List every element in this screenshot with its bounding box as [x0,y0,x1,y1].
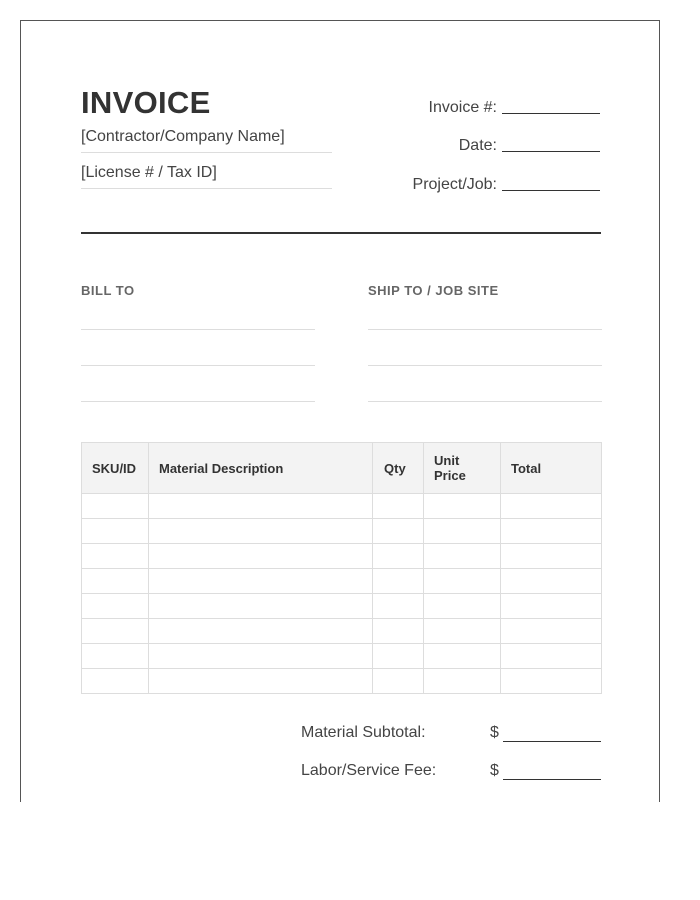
table-row [82,544,602,569]
cell-description[interactable] [149,594,373,619]
cell-description[interactable] [149,669,373,694]
line-items-table [81,442,602,694]
project-job-field[interactable] [502,189,600,191]
labor-fee-field[interactable] [503,779,601,780]
material-subtotal-currency: $ [490,724,499,741]
material-subtotal-field[interactable] [503,741,601,742]
labor-fee-label: Labor/Service Fee: [301,762,437,779]
cell-description[interactable] [149,569,373,594]
date-field[interactable] [502,150,600,152]
table-row [82,569,602,594]
table-row [82,669,602,694]
bill-to-heading: BILL TO [81,283,135,298]
cell-description[interactable] [149,544,373,569]
cell-unit_price[interactable] [424,619,501,644]
table-row [82,644,602,669]
cell-description[interactable] [149,494,373,519]
cell-qty[interactable] [373,619,424,644]
cell-unit_price[interactable] [424,644,501,669]
invoice-number-field[interactable] [502,112,600,114]
bill-to-line-2[interactable] [81,365,315,366]
cell-unit_price[interactable] [424,519,501,544]
header-divider [81,232,601,234]
cell-total[interactable] [501,544,602,569]
cell-sku[interactable] [82,494,149,519]
bill-to-line-1[interactable] [81,329,315,330]
cell-total[interactable] [501,569,602,594]
bill-to-line-3[interactable] [81,401,315,402]
cell-total[interactable] [501,644,602,669]
cell-sku[interactable] [82,669,149,694]
invoice-title: INVOICE [81,85,211,120]
ship-to-line-3[interactable] [368,401,602,402]
column-header-unit-price: Unit Price [424,443,501,494]
cell-total[interactable] [501,619,602,644]
table-row [82,594,602,619]
cell-qty[interactable] [373,569,424,594]
cell-unit_price[interactable] [424,594,501,619]
cell-total[interactable] [501,669,602,694]
cell-qty[interactable] [373,594,424,619]
cell-qty[interactable] [373,519,424,544]
cell-unit_price[interactable] [424,544,501,569]
date-label: Date: [458,137,497,154]
table-row [82,494,602,519]
column-header-description: Material Description [149,443,373,494]
cell-qty[interactable] [373,544,424,569]
cell-description[interactable] [149,619,373,644]
cell-qty[interactable] [373,644,424,669]
cell-sku[interactable] [82,619,149,644]
cell-sku[interactable] [82,519,149,544]
invoice-page [20,20,660,802]
invoice-number-row [429,99,600,117]
ship-to-heading: SHIP TO / JOB SITE [368,283,499,298]
table-body [82,494,602,694]
cell-total[interactable] [501,519,602,544]
cell-sku[interactable] [82,569,149,594]
cell-sku[interactable] [82,594,149,619]
column-header-sku: SKU/ID [82,443,149,494]
cell-sku[interactable] [82,644,149,669]
table-row [82,619,602,644]
date-row [459,137,600,155]
company-name-field[interactable]: [Contractor/Company Name] [81,128,332,153]
cell-unit_price[interactable] [424,569,501,594]
cell-total[interactable] [501,494,602,519]
table-row [82,519,602,544]
table-header-row [82,443,602,494]
license-id-field[interactable]: [License # / Tax ID] [81,164,332,189]
cell-qty[interactable] [373,494,424,519]
column-header-total: Total [501,443,602,494]
cell-description[interactable] [149,644,373,669]
cell-description[interactable] [149,519,373,544]
labor-fee-currency: $ [490,762,499,779]
project-job-row [413,176,600,194]
project-job-label: Project/Job: [412,176,497,193]
column-header-qty: Qty [373,443,424,494]
material-subtotal-label: Material Subtotal: [301,724,426,741]
cell-unit_price[interactable] [424,494,501,519]
ship-to-line-1[interactable] [368,329,602,330]
cell-unit_price[interactable] [424,669,501,694]
cell-sku[interactable] [82,544,149,569]
ship-to-line-2[interactable] [368,365,602,366]
cell-qty[interactable] [373,669,424,694]
cell-total[interactable] [501,594,602,619]
invoice-number-label: Invoice #: [428,99,497,116]
